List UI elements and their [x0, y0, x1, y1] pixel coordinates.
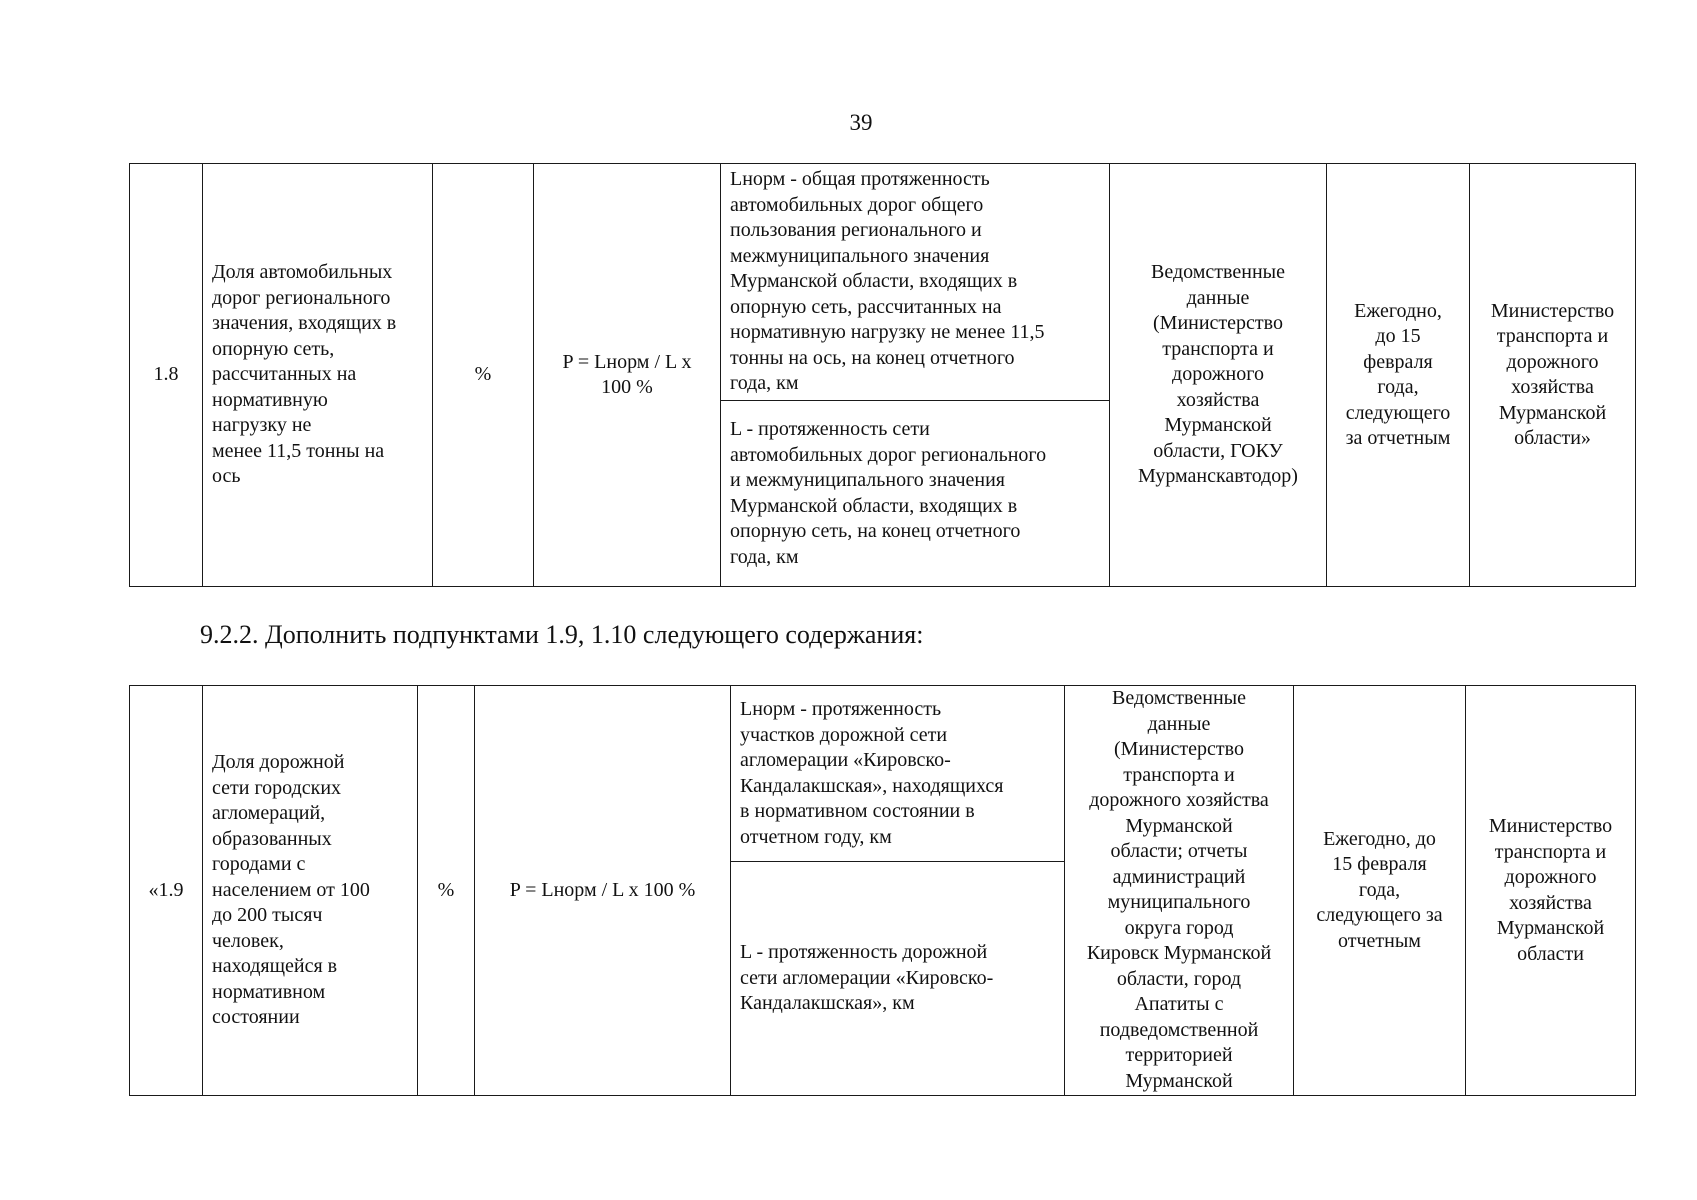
indicator-name: Доля дорожной сети городских агломераций, образованных городами с населением от 100 до 200 тысяч человек, находящейся в нормативном состоянии [203, 686, 418, 1096]
page-number: 39 [849, 110, 873, 135]
reporting-frequency: Ежегодно, до 15 февраля года, следующего за отчетным [1327, 164, 1470, 587]
indicator-unit: % [433, 164, 534, 587]
formula-definition-l: L - протяженность сети автомобильных дорог регионального и межмуниципального значения Мурманской области, входящих в опорную сеть, на конец отчетного года, км [721, 401, 1110, 587]
data-source-cell [1065, 686, 1294, 1096]
indicator-formula: P = Lнорм / L x 100 % [534, 164, 721, 587]
responsible-body: Министерство транспорта и дорожного хозяйства Мурманской области [1466, 686, 1636, 1096]
indicator-table-1-8 [129, 163, 1636, 587]
indicator-table-1-9 [129, 685, 1636, 1096]
indicator-unit: % [418, 686, 475, 1096]
formula-definition-l: L - протяженность дорожной сети агломерации «Кировско- Кандалакшская», км [731, 862, 1065, 1096]
indicator-number: «1.9 [130, 686, 203, 1096]
data-source: Ведомственные данные (Министерство транспорта и дорожного хозяйства Мурманской области; отчеты администраций муниципального округа город Кировск Мурманской области, город Апатиты с подведомственной территорией Мурманской [1086, 687, 1272, 1092]
responsible-body: Министерство транспорта и дорожного хозяйства Мурманской области» [1470, 164, 1636, 587]
indicator-number: 1.8 [130, 164, 203, 587]
amendment-paragraph: 9.2.2. Дополнить подпунктами 1.9, 1.10 следующего содержания: [200, 620, 924, 649]
formula-definition-lnorm: Lнорм - протяженность участков дорожной сети агломерации «Кировско- Кандалакшская», находящихся в нормативном состоянии в отчетном году, км [731, 686, 1065, 862]
data-source: Ведомственные данные (Министерство транспорта и дорожного хозяйства Мурманской области, ГОКУ Мурманскавтодор) [1110, 164, 1327, 587]
indicator-formula: P = Lнорм / L x 100 % [475, 686, 731, 1096]
reporting-frequency: Ежегодно, до 15 февраля года, следующего за отчетным [1294, 686, 1466, 1096]
indicator-name: Доля автомобильных дорог регионального значения, входящих в опорную сеть, рассчитанных на нормативную нагрузку не менее 11,5 тонны на ось [203, 164, 433, 587]
formula-definition-lnorm: Lнорм - общая протяженность автомобильных дорог общего пользования регионального и межмуниципального значения Мурманской области, входящих в опорную сеть, рассчитанных на нормативную нагрузку не менее 11,5 тонны на ось, на конец отчетного года, км [721, 164, 1110, 401]
